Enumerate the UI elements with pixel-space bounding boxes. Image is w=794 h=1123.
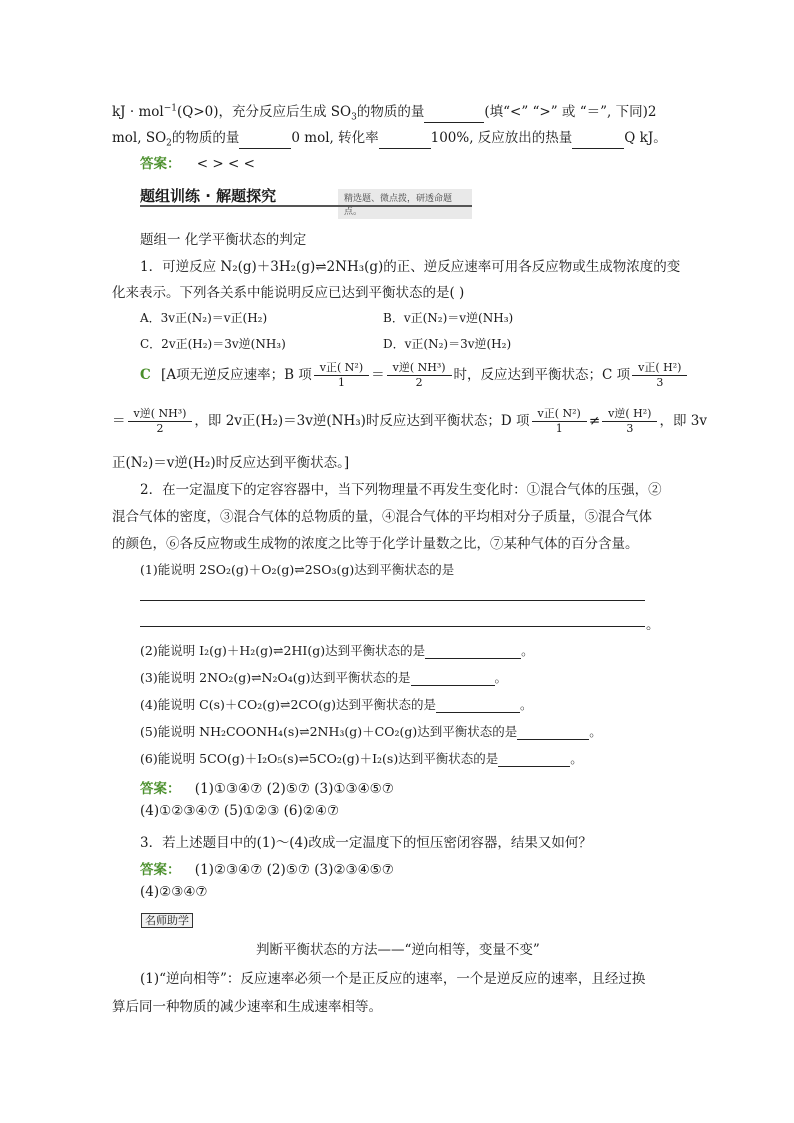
answer-line[interactable]	[140, 626, 645, 627]
fraction	[128, 407, 193, 436]
answer-label: 答案：	[140, 781, 181, 797]
fraction	[532, 407, 587, 436]
fraction-numerator: v逆( NH³)	[128, 407, 193, 422]
tip-line-2: 算后同一种物质的减少速率和生成速率相等。	[112, 999, 382, 1015]
answer-label: 答案：	[140, 862, 181, 878]
intro-sup: −1	[163, 103, 177, 114]
q1-explanation-1	[140, 361, 689, 390]
intro-text: 的物质的量	[356, 104, 425, 120]
q1-explanation-3: 正(N₂)＝v逆(H₂)时反应达到平衡状态。]	[112, 455, 350, 471]
q1-exp-text: ≠	[588, 413, 601, 429]
q1-line-2: 化来表示。下列各关系中能说明反应已达到平衡状态的是( )	[112, 285, 465, 301]
q2-sub-1: (1)能说明 2SO₂(g)＋O₂(g)⇌2SO₃(g)达到平衡状态的是	[140, 562, 455, 577]
blank-field[interactable]	[379, 135, 431, 149]
q1-line-1: 1．可逆反应 N₂(g)＋3H₂(g)⇌2NH₃(g)的正、逆反应速率可用各反应物或生成物浓度的变	[140, 259, 681, 275]
blank-field[interactable]	[411, 672, 495, 686]
fraction-denominator: 2	[415, 376, 423, 389]
q1-option-b: B．v正(N₂)＝v逆(NH₃)	[383, 311, 514, 325]
section-divider	[140, 205, 472, 207]
intro-text: 的物质的量	[171, 130, 240, 146]
intro-sub: 2	[166, 138, 172, 149]
fraction-numerator: v正( N²)	[314, 361, 369, 376]
q3-answer-1	[140, 858, 394, 878]
q2-line-1: 2．在一定温度下的定容容器中，当下列物理量不再发生变化时：①混合气体的压强，②	[140, 482, 662, 498]
q1-answer-letter: C	[140, 367, 151, 383]
intro-line-2	[112, 126, 667, 149]
q3-answer-2: (4)②③④⑦	[140, 884, 208, 900]
fraction-denominator: 3	[656, 376, 664, 389]
fraction	[314, 361, 369, 390]
q2-sub-text: (3)能说明 2NO₂(g)⇌N₂O₄(g)达到平衡状态的是	[140, 670, 411, 685]
q2-sub-text: (6)能说明 5CO(g)＋I₂O₅(s)⇌5CO₂(g)＋I₂(s)达到平衡状态的是	[140, 751, 499, 766]
q2-sub-4	[140, 695, 533, 713]
answer-value: (1)②③④⑦ (2)⑤⑦ (3)②③④⑤⑦	[194, 862, 394, 878]
fraction	[632, 361, 687, 390]
intro-text: (填“<” “>” 或 “＝”, 下同)2	[484, 104, 657, 120]
q2-line-2: 混合气体的密度，③混合气体的总物质的量，④混合气体的平均相对分子质量，⑤混合气体	[112, 509, 652, 525]
blank-field[interactable]	[517, 726, 589, 740]
intro-sub: 3	[351, 112, 357, 123]
blank-field[interactable]	[572, 135, 624, 149]
q2-answer-2: (4)①②③④⑦ (5)①②③ (6)②④⑦	[140, 803, 340, 819]
fraction-denominator: 3	[626, 422, 634, 435]
q1-option-c: C．2v正(H₂)＝3v逆(NH₃)	[140, 337, 286, 351]
section-header	[140, 183, 472, 217]
answer-value: (1)①③④⑦ (2)⑤⑦ (3)①③④⑤⑦	[194, 781, 394, 797]
fraction	[602, 407, 657, 436]
section-tag: 精选题、微点拨，研透命题点。	[338, 189, 472, 219]
tip-badge	[141, 912, 193, 928]
q2-line-3: 的颜色，⑥各反应物或生成物的浓度之比等于化学计量数之比，⑦某种气体的百分含量。	[112, 536, 639, 552]
group-title: 题组一 化学平衡状态的判定	[140, 232, 307, 248]
q2-sub-5	[140, 722, 602, 740]
q1-explanation-2	[112, 407, 707, 436]
section-title: 题组训练 · 解题探究	[140, 187, 277, 205]
q2-period: 。	[520, 697, 533, 712]
q1-exp-text: 时，反应达到平衡状态；C 项	[453, 367, 631, 383]
fraction-denominator: 1	[555, 422, 563, 435]
q2-sub-text: (4)能说明 C(s)＋CO₂(g)⇌2CO(g)达到平衡状态的是	[140, 697, 436, 712]
fraction-numerator: v正( H²)	[632, 361, 687, 376]
q2-sub-2	[140, 641, 534, 659]
q2-sub-text: (2)能说明 I₂(g)＋H₂(g)⇌2HI(g)达到平衡状态的是	[140, 643, 426, 658]
q1-exp-text: ＝	[371, 367, 385, 383]
blank-field[interactable]	[425, 645, 521, 659]
q2-sub-text: (5)能说明 NH₂COONH₄(s)⇌2NH₃(g)＋CO₂(g)达到平衡状态的是	[140, 724, 518, 739]
fraction-denominator: 2	[156, 422, 164, 435]
q3-line-1: 3．若上述题目中的(1)～(4)改成一定温度下的恒压密闭容器，结果又如何？	[140, 835, 592, 851]
answer-1	[140, 152, 255, 172]
intro-text: mol, SO	[112, 130, 167, 146]
blank-field[interactable]	[239, 135, 291, 149]
fraction-numerator: v正( N²)	[532, 407, 587, 422]
q2-sub-6	[140, 749, 583, 767]
intro-line-1	[112, 100, 656, 123]
intro-text: kJ · mol	[112, 104, 164, 120]
tip-line-1: (1)“逆向相等”：反应速率必须一个是正反应的速率，一个是逆反应的速率，且经过换	[140, 971, 646, 987]
intro-text: (Q>0)，充分反应后生成 SO	[177, 104, 352, 120]
intro-text: Q kJ。	[624, 130, 667, 146]
q2-period: 。	[521, 643, 534, 658]
q1-exp-text: ，即 2v正(H₂)＝3v逆(NH₃)时反应达到平衡状态；D 项	[194, 413, 530, 429]
tip-heading: 判断平衡状态的方法——“逆向相等，变量不变”	[256, 942, 540, 958]
q1-option-d: D．v正(N₂)＝3v逆(H₂)	[383, 337, 512, 351]
q2-answer-1	[140, 777, 394, 797]
blank-field[interactable]	[436, 699, 520, 713]
fraction-numerator: v逆( NH³)	[387, 361, 452, 376]
q2-period: 。	[589, 724, 602, 739]
blank-field[interactable]	[424, 109, 484, 123]
answer-value: < > < <	[196, 156, 255, 172]
answer-label: 答案：	[140, 156, 181, 172]
q1-exp-text: [A项无逆反应速率；B 项	[161, 367, 312, 383]
q1-exp-text: ＝	[112, 413, 126, 429]
answer-line[interactable]	[140, 600, 645, 601]
fraction-numerator: v逆( H²)	[602, 407, 657, 422]
q2-period: 。	[570, 751, 583, 766]
fraction	[387, 361, 452, 390]
q2-sub-3	[140, 668, 507, 686]
blank-field[interactable]	[498, 753, 570, 767]
tip-badge-text: 名师助学	[141, 913, 193, 928]
q1-option-a: A．3v正(N₂)＝v正(H₂)	[140, 311, 268, 325]
fraction-denominator: 1	[337, 376, 345, 389]
q2-period: 。	[494, 670, 508, 685]
intro-text: 100%, 反应放出的热量	[430, 130, 573, 146]
q1-exp-text: ，即 3v	[659, 413, 707, 429]
intro-text: 0 mol, 转化率	[291, 130, 379, 146]
q2-sub-1-end: 。	[646, 617, 660, 633]
